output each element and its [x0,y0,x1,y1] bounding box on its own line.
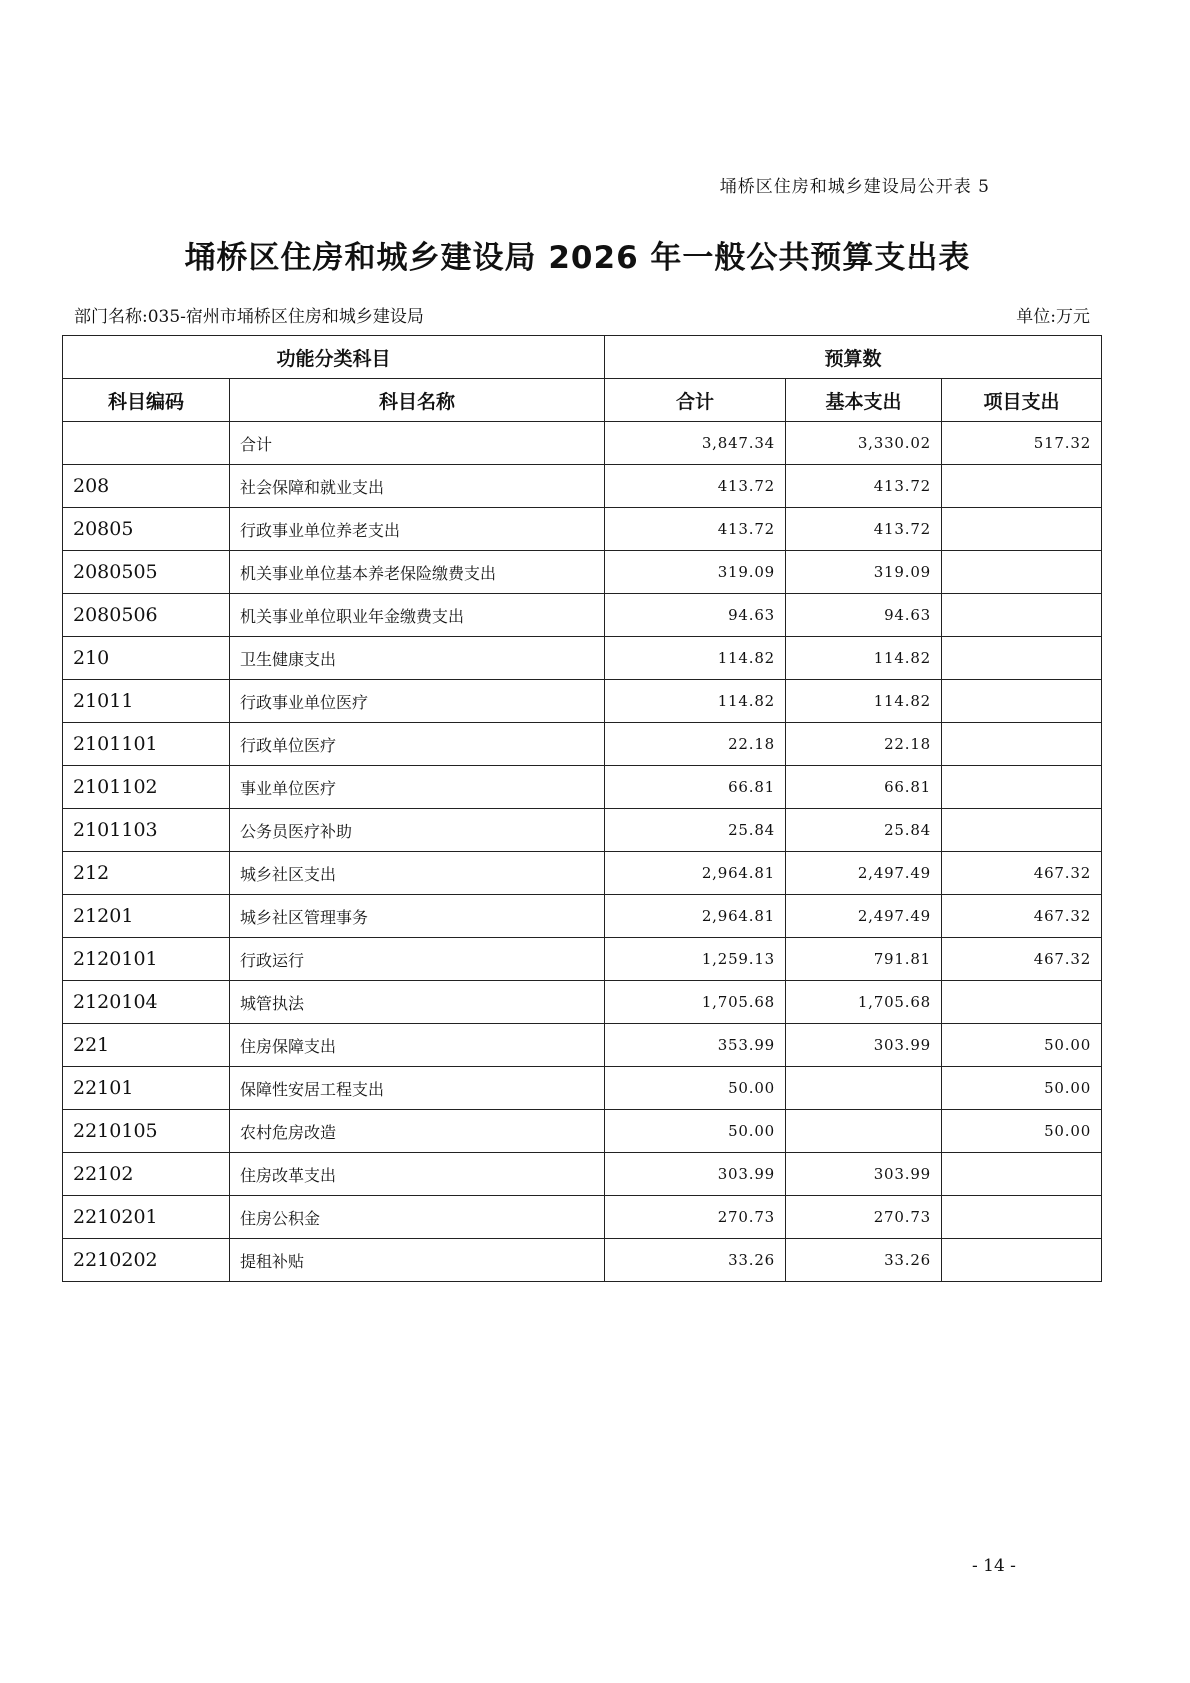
total-cell: 94.63 [605,594,786,637]
basic-expenditure-cell: 303.99 [786,1024,942,1067]
basic-expenditure-cell: 791.81 [786,938,942,981]
total-cell: 66.81 [605,766,786,809]
subject-code-cell: 221 [63,1024,230,1067]
subject-code-cell: 21201 [63,895,230,938]
subject-name-header: 科目名称 [230,379,605,422]
table-row [63,508,1102,551]
total-cell: 33.26 [605,1239,786,1282]
project-expenditure-cell: 467.32 [942,895,1102,938]
subject-code-cell: 2120101 [63,938,230,981]
subject-code-header: 科目编码 [63,379,230,422]
table-row [63,1153,1102,1196]
total-cell: 2,964.81 [605,895,786,938]
basic-expenditure-cell: 270.73 [786,1196,942,1239]
table-row [63,895,1102,938]
subject-code-cell: 212 [63,852,230,895]
subject-name-cell: 城管执法 [230,981,605,1024]
subject-code-cell: 22101 [63,1067,230,1110]
subject-name-cell: 机关事业单位基本养老保险缴费支出 [230,551,605,594]
table-row [63,637,1102,680]
project-expenditure-cell [942,1153,1102,1196]
table-header [63,336,1102,422]
table-row [63,1110,1102,1153]
total-cell: 270.73 [605,1196,786,1239]
basic-expenditure-cell: 66.81 [786,766,942,809]
table-row [63,852,1102,895]
function-classification-header: 功能分类科目 [63,336,605,379]
total-cell: 2,964.81 [605,852,786,895]
basic-expenditure-cell [786,1110,942,1153]
total-cell: 114.82 [605,680,786,723]
subject-code-cell: 20805 [63,508,230,551]
subject-name-cell: 住房改革支出 [230,1153,605,1196]
basic-expenditure-cell: 3,330.02 [786,422,942,465]
subject-code-cell: 2101102 [63,766,230,809]
subject-name-cell: 事业单位医疗 [230,766,605,809]
table-row [63,809,1102,852]
basic-expenditure-cell: 1,705.68 [786,981,942,1024]
subject-name-cell: 城乡社区支出 [230,852,605,895]
subject-code-cell: 2101101 [63,723,230,766]
table-row [63,766,1102,809]
basic-expenditure-cell: 94.63 [786,594,942,637]
basic-expenditure-cell: 319.09 [786,551,942,594]
project-expenditure-cell [942,551,1102,594]
total-header: 合计 [605,379,786,422]
total-cell: 25.84 [605,809,786,852]
project-expenditure-cell [942,766,1102,809]
basic-expenditure-cell: 413.72 [786,508,942,551]
total-cell: 319.09 [605,551,786,594]
table-row [63,981,1102,1024]
subject-name-cell: 机关事业单位职业年金缴费支出 [230,594,605,637]
subject-code-cell: 2080506 [63,594,230,637]
project-expenditure-cell: 50.00 [942,1067,1102,1110]
basic-expenditure-cell: 114.82 [786,680,942,723]
subject-name-cell: 行政运行 [230,938,605,981]
subject-name-cell: 卫生健康支出 [230,637,605,680]
project-expenditure-cell [942,1239,1102,1282]
subject-code-cell: 2101103 [63,809,230,852]
project-expenditure-cell [942,508,1102,551]
subject-code-cell: 2210202 [63,1239,230,1282]
project-expenditure-cell [942,680,1102,723]
project-expenditure-cell [942,465,1102,508]
table-row [63,680,1102,723]
project-expenditure-cell: 467.32 [942,938,1102,981]
total-cell: 50.00 [605,1110,786,1153]
subject-name-cell: 合计 [230,422,605,465]
total-cell: 22.18 [605,723,786,766]
budget-expenditure-table [62,335,1102,1282]
total-cell: 353.99 [605,1024,786,1067]
table-row [63,1196,1102,1239]
subject-code-cell: 21011 [63,680,230,723]
subject-name-cell: 行政事业单位养老支出 [230,508,605,551]
total-cell: 413.72 [605,465,786,508]
project-expenditure-cell: 50.00 [942,1024,1102,1067]
department-name: 部门名称:035-宿州市埇桥区住房和城乡建设局 [74,307,424,327]
project-expenditure-cell [942,1196,1102,1239]
subject-name-cell: 行政单位医疗 [230,723,605,766]
subject-code-cell: 208 [63,465,230,508]
subject-name-cell: 公务员医疗补助 [230,809,605,852]
total-cell: 413.72 [605,508,786,551]
project-expenditure-cell: 467.32 [942,852,1102,895]
subject-code-cell: 22102 [63,1153,230,1196]
basic-expenditure-cell [786,1067,942,1110]
subject-code-cell: 2120104 [63,981,230,1024]
table-row [63,1024,1102,1067]
group-header-row [63,336,1102,379]
basic-expenditure-cell: 114.82 [786,637,942,680]
total-cell: 1,705.68 [605,981,786,1024]
basic-expenditure-cell: 413.72 [786,465,942,508]
table-row [63,1239,1102,1282]
subject-name-cell: 保障性安居工程支出 [230,1067,605,1110]
basic-expenditure-cell: 22.18 [786,723,942,766]
subject-code-cell: 2210201 [63,1196,230,1239]
table-row [63,723,1102,766]
unit-label: 单位:万元 [1016,307,1090,327]
project-expenditure-cell: 50.00 [942,1110,1102,1153]
total-cell: 303.99 [605,1153,786,1196]
table-row [63,1067,1102,1110]
page-title: 埇桥区住房和城乡建设局 2026 年一般公共预算支出表 [184,240,971,276]
subject-code-cell [63,422,230,465]
subject-code-cell: 2210105 [63,1110,230,1153]
basic-expenditure-cell: 2,497.49 [786,895,942,938]
project-expenditure-cell [942,809,1102,852]
subject-code-cell: 2080505 [63,551,230,594]
budget-amount-header: 预算数 [605,336,1102,379]
subject-name-cell: 行政事业单位医疗 [230,680,605,723]
table-row [63,938,1102,981]
table-row [63,551,1102,594]
total-cell: 1,259.13 [605,938,786,981]
budget-table-container [62,335,1102,1282]
column-header-row [63,379,1102,422]
table-body [63,422,1102,1282]
subject-name-cell: 社会保障和就业支出 [230,465,605,508]
subject-name-cell: 住房公积金 [230,1196,605,1239]
subject-name-cell: 住房保障支出 [230,1024,605,1067]
table-row [63,594,1102,637]
total-cell: 50.00 [605,1067,786,1110]
total-cell: 114.82 [605,637,786,680]
page-number: - 14 - [972,1556,1016,1576]
basic-expenditure-cell: 25.84 [786,809,942,852]
project-expenditure-cell [942,981,1102,1024]
subject-name-cell: 提租补贴 [230,1239,605,1282]
project-expenditure-cell [942,723,1102,766]
header-note: 埇桥区住房和城乡建设局公开表 5 [719,177,990,197]
subject-code-cell: 210 [63,637,230,680]
basic-expenditure-header: 基本支出 [786,379,942,422]
basic-expenditure-cell: 33.26 [786,1239,942,1282]
basic-expenditure-cell: 2,497.49 [786,852,942,895]
table-row [63,422,1102,465]
basic-expenditure-cell: 303.99 [786,1153,942,1196]
subject-name-cell: 城乡社区管理事务 [230,895,605,938]
project-expenditure-cell [942,637,1102,680]
project-expenditure-header: 项目支出 [942,379,1102,422]
project-expenditure-cell: 517.32 [942,422,1102,465]
total-cell: 3,847.34 [605,422,786,465]
table-row [63,465,1102,508]
project-expenditure-cell [942,594,1102,637]
subject-name-cell: 农村危房改造 [230,1110,605,1153]
